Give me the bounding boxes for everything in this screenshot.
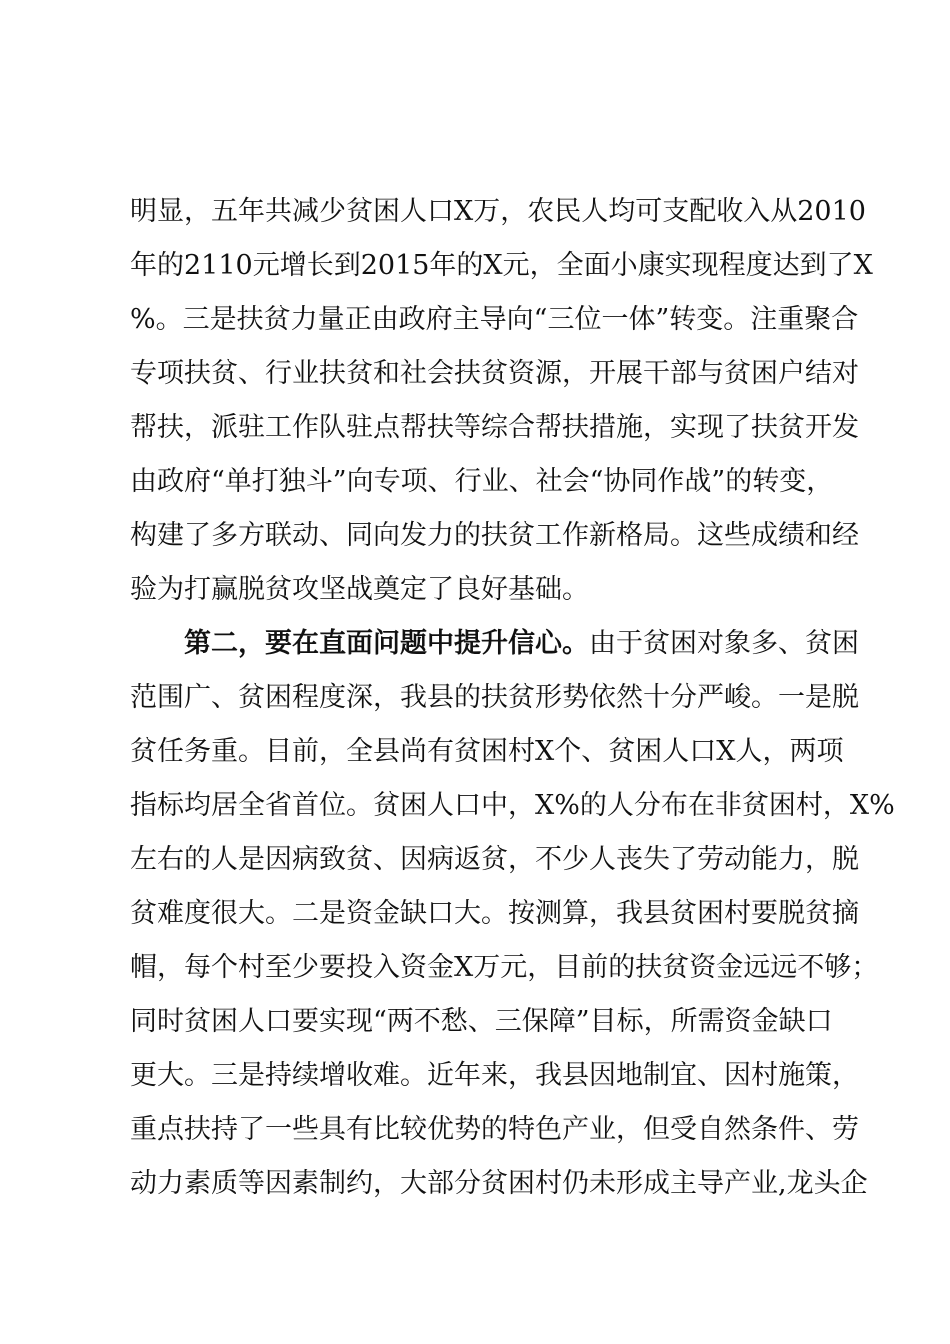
text-line: 动力素质等因素制约，大部分贫困村仍未形成主导产业,龙头企 <box>130 1168 868 1199</box>
paragraph-heading: 第二，要在直面问题中提升信心。 <box>184 628 589 659</box>
text-line: 验为打赢脱贫攻坚战奠定了良好基础。 <box>130 574 589 605</box>
text-line: 帽，每个村至少要投入资金X万元，目前的扶贫资金远远不够； <box>130 952 879 983</box>
paragraph-text: 由于贫困对象多、贫困 <box>589 628 859 659</box>
text-line: 明显，五年共减少贫困人口X万，农民人均可支配收入从2010 <box>130 196 866 227</box>
text-line: 年的2110元增长到2015年的X元，全面小康实现程度达到了X <box>130 250 873 281</box>
text-line: 左右的人是因病致贫、因病返贫，不少人丧失了劳动能力，脱 <box>130 844 859 875</box>
text-line: 构建了多方联动、同向发力的扶贫工作新格局。这些成绩和经 <box>130 520 859 551</box>
text-line: 帮扶，派驻工作队驻点帮扶等综合帮扶措施，实现了扶贫开发 <box>130 412 859 443</box>
text-line: 指标均居全省首位。贫困人口中，X%的人分布在非贫困村，X% <box>130 790 895 821</box>
text-line <box>184 626 859 662</box>
text-line: 同时贫困人口要实现“两不愁、三保障”目标，所需资金缺口 <box>130 1006 833 1037</box>
text-line: 贫任务重。目前，全县尚有贫困村X个、贫困人口X人，两项 <box>130 736 844 767</box>
text-line: 贫难度很大。二是资金缺口大。按测算，我县贫困村要脱贫摘 <box>130 898 859 929</box>
text-line: %。三是扶贫力量正由政府主导向“三位一体”转变。注重聚合 <box>130 304 859 335</box>
text-line: 更大。三是持续增收难。近年来，我县因地制宜、因村施策， <box>130 1060 859 1091</box>
text-line: 范围广、贫困程度深，我县的扶贫形势依然十分严峻。一是脱 <box>130 682 859 713</box>
text-line: 专项扶贫、行业扶贫和社会扶贫资源，开展干部与贫困户结对 <box>130 358 859 389</box>
text-line: 由政府“单打独斗”向专项、行业、社会“协同作战”的转变， <box>130 466 834 497</box>
text-line: 重点扶持了一些具有比较优势的特色产业，但受自然条件、劳 <box>130 1114 859 1145</box>
